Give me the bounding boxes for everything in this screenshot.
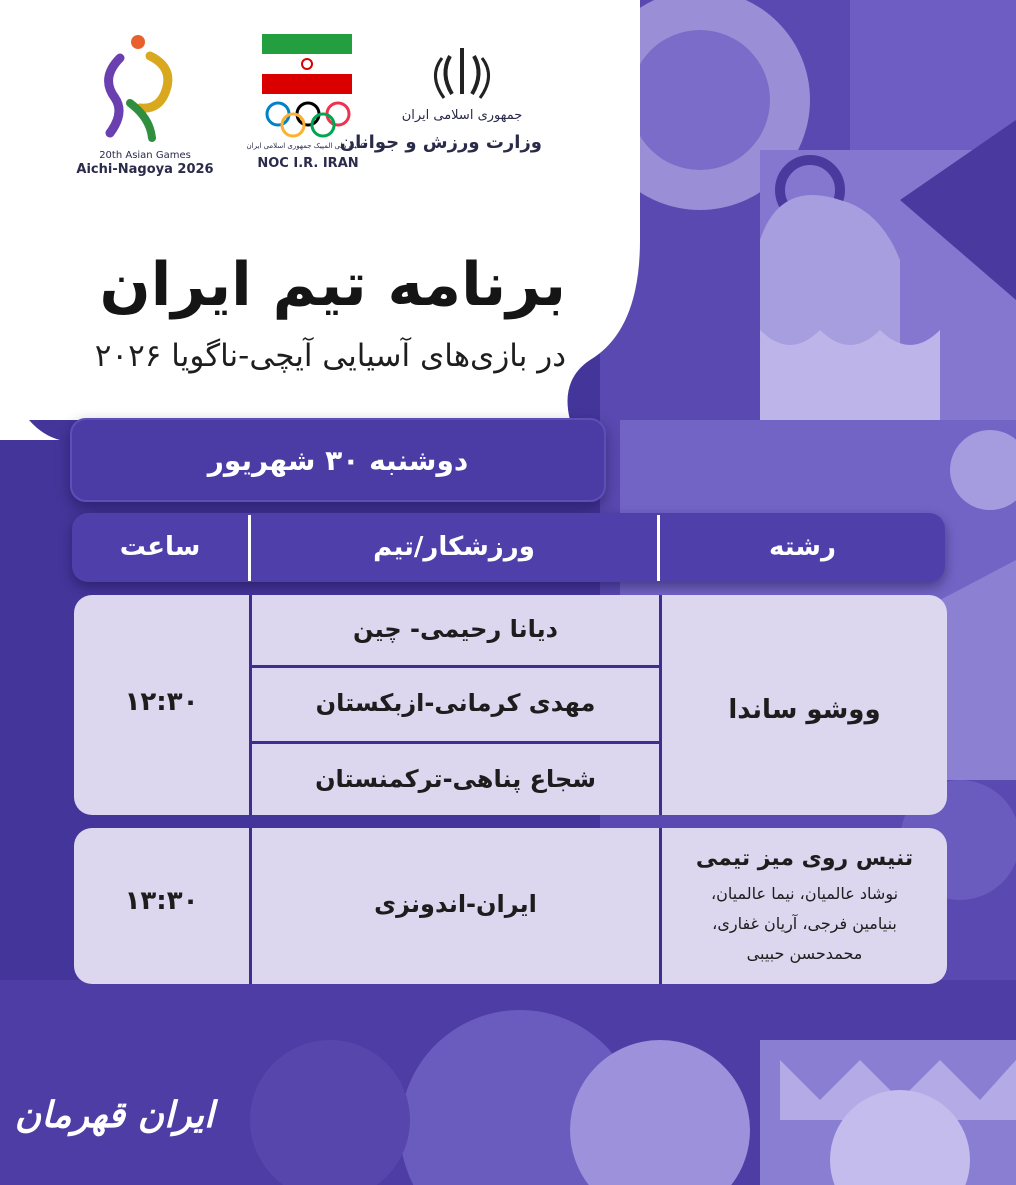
page-title: برنامه تیم ایران (99, 250, 566, 320)
discipline-member-line: نوشاد عالمیان، نیما عالمیان، (710, 884, 899, 903)
iran-flag-icon (262, 34, 354, 98)
header-discipline: رشته (769, 532, 836, 562)
asian-games-line2: Aichi-Nagoya 2026 (76, 162, 214, 177)
date-label: دوشنبه ۳۰ شهریور (207, 444, 469, 477)
header-athlete: ورزشکار/تیم (373, 532, 535, 562)
row-divider (252, 665, 659, 668)
athlete-cell: شجاع پناهی-ترکمنستان (315, 765, 596, 793)
ministry-logo (339, 44, 542, 174)
brand-logo: ایران قهرمان (14, 1095, 214, 1136)
table-header (72, 513, 945, 582)
discipline-member-line: بنیامین فرجی، آریان غفاری، (712, 914, 897, 933)
asian-games-logo (76, 28, 214, 178)
noc-logo (246, 34, 364, 174)
athlete-cell: ایران-اندونزی (374, 890, 537, 918)
iran-emblem-icon (392, 44, 532, 104)
page-subtitle: در بازی‌های آسیایی آیچی-ناگویا ۲۰۲۶ (94, 338, 566, 374)
asian-games-emblem-icon (80, 28, 210, 148)
asian-games-line1: 20th Asian Games (99, 150, 191, 161)
discipline-cell: تنیس روی میز تیمی (695, 846, 914, 871)
athlete-cell: مهدی کرمانی-ازبکستان (315, 689, 596, 717)
athlete-cell: دیانا رحیمی- چین (352, 615, 558, 643)
row-divider (252, 741, 659, 744)
noc-caption-fa: کمیته ملی المپیک جمهوری اسلامی ایران (246, 142, 364, 150)
ministry-line1: جمهوری اسلامی ایران (401, 108, 523, 123)
date-banner (70, 418, 606, 502)
time-cell: ۱۳:۳۰ (124, 886, 199, 916)
ministry-line2: وزارت ورزش و جوانان (339, 132, 542, 153)
discipline-member-line: محمدحسن حبیبی (746, 944, 863, 963)
table-row (74, 828, 947, 984)
header-time: ساعت (119, 532, 201, 562)
table-row (74, 595, 947, 815)
time-cell: ۱۲:۳۰ (124, 687, 199, 717)
noc-caption-en: NOC I.R. IRAN (257, 156, 359, 171)
discipline-cell: ووشو ساندا (728, 695, 881, 725)
